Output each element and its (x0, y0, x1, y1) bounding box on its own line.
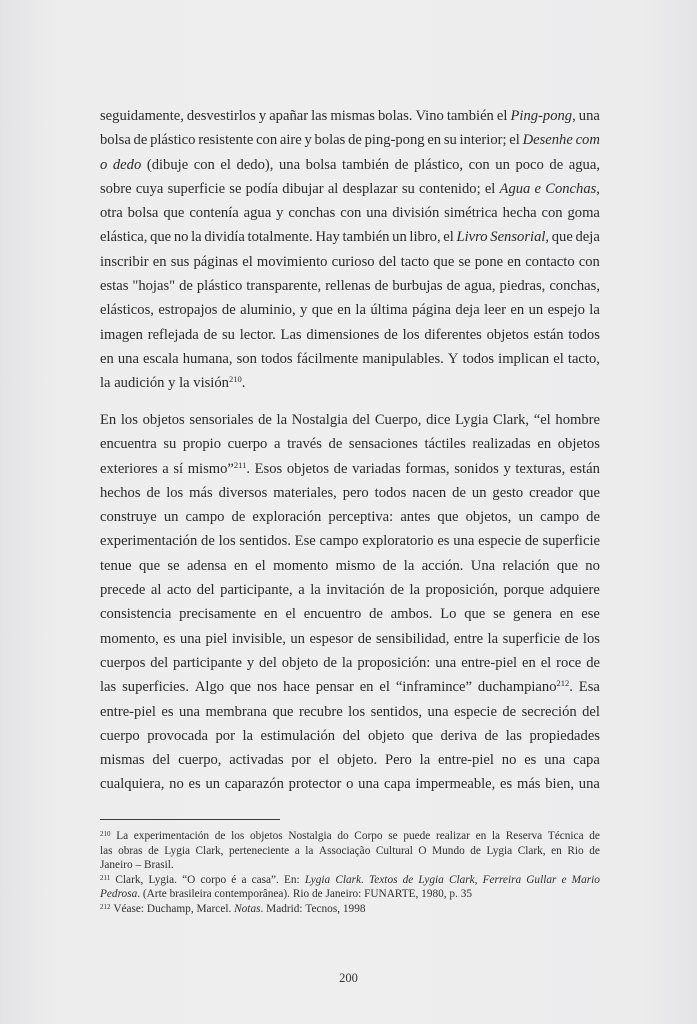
text-line: las superficies. Algo que nos hace pensar en el “inframince” duchampiano$^{212}$. Esa (100, 678, 600, 696)
text-line: cualquiera, no es un caparazón protector o una capa impermeable, es más bien, una (100, 776, 600, 793)
footnotes (100, 829, 600, 917)
text-line: estas "hojas" de plástico transparente, rellenas de burbujas de agua, piedras, conchas, (100, 278, 600, 295)
footnote-line: $^{212}$ Véase: Duchamp, Marcel. Notas. Madrid: Tecnos, 1998 (100, 902, 366, 915)
text-line: mismas del cuerpo, activadas por el objeto. Pero la entre-piel no es una capa (100, 752, 600, 769)
footnote-line: $^{210}$ La experimentación de los objetos Nostalgia do Corpo se puede realizar en la Reserva Técnica de (100, 830, 600, 842)
text-line: elásticos, estropajos de aluminio, y que en la última página deja leer en un espejo la (100, 302, 600, 319)
text-line: entre-piel es una membrana que recubre los sentidos, una especie de secreción del (100, 703, 600, 720)
footnote-line: Janeiro – Brasil. (100, 859, 174, 872)
text-line: la audición y la visión$^{210}$. (100, 374, 246, 392)
text-line: inscribir en sus páginas el movimiento curioso del tacto que se pone en contacto con (100, 253, 600, 270)
page-number: 200 (339, 971, 358, 985)
text-line: elástica, que no la dividía totalmente. Hay también un libro, el Livro Sensorial, que deja (100, 229, 600, 246)
paragraph-2 (100, 408, 600, 797)
text-line: consistencia precisamente en el encuentro de ambos. Lo que se genera en ese (100, 606, 600, 623)
paragraph-1 (100, 104, 600, 396)
text-line: En los objetos sensoriales de la Nostalgia del Cuerpo, dice Lygia Clark, “el hombre (100, 412, 600, 428)
text-line: sobre cuya superficie se podía dibujar al desplazar su contenido; el Agua e Conchas, (100, 180, 600, 197)
text-line: imagen reflejada de su lector. Las dimensiones de los diferentes objetos están todos (100, 326, 600, 343)
text-line: bolsa de plástico resistente con aire y bolas de ping-pong en su interior; el Desenhe com (100, 132, 600, 149)
text-line: hechos de los más diversos materiales, pero todos nacen de un gesto creador que (100, 484, 600, 501)
footnote-line: $^{211}$ Clark, Lygia. “O corpo é a casa”. En: Lygia Clark. Textos de Lygia Clark, Ferreira Gullar e Mario (100, 873, 600, 886)
text-line: encuentra su propio cuerpo a través de sensaciones táctiles realizadas en objetos (100, 436, 600, 453)
text-line: seguidamente, desvestirlos y apañar las mismas bolas. Vino también el Ping-pong, una (100, 108, 600, 124)
text-line: cuerpo provocada por la estimulación del objeto que deriva de las propiedades (100, 727, 600, 744)
text-line: en una escala humana, son todos fácilmente manipulables. Y todos implican el tacto, (100, 350, 600, 367)
text-line: cuerpos del participante y del objeto de la proposición: una entre-piel en el roce de (100, 654, 600, 671)
text-line: momento, es una piel invisible, un espesor de sensibilidad, entre la superficie de los (100, 630, 600, 647)
text-line: exteriores a sí mismo”$^{211}$. Esos objetos de variadas formas, sonidos y texturas, están (100, 459, 600, 477)
footnote-line: Pedrosa. (Arte brasileira contemporânea). Rio de Janeiro: FUNARTE, 1980, p. 35 (100, 888, 473, 901)
footnote-line: las obras de Lygia Clark, perteneciente a la Associação Cultural O Mundo de Lygia Clark, en Rio de (100, 844, 600, 857)
text-line: construye un campo de exploración perceptiva: antes que objetos, un campo de (100, 509, 600, 526)
footnote-separator (100, 819, 280, 820)
text-line: experimentación de los sentidos. Ese campo exploratorio es una especie de superficie (100, 533, 600, 550)
text-line: tenue que se adensa en el momento mismo de la acción. Una relación que no (100, 557, 600, 574)
text-line: o dedo (dibuje con el dedo), una bolsa también de plástico, con un poco de agua, (100, 156, 600, 173)
text-line: otra bolsa que contenía agua y conchas con una división simétrica hecha con goma (100, 205, 600, 222)
text-line: precede al acto del participante, a la invitación de la proposición, porque adquiere (100, 582, 600, 599)
